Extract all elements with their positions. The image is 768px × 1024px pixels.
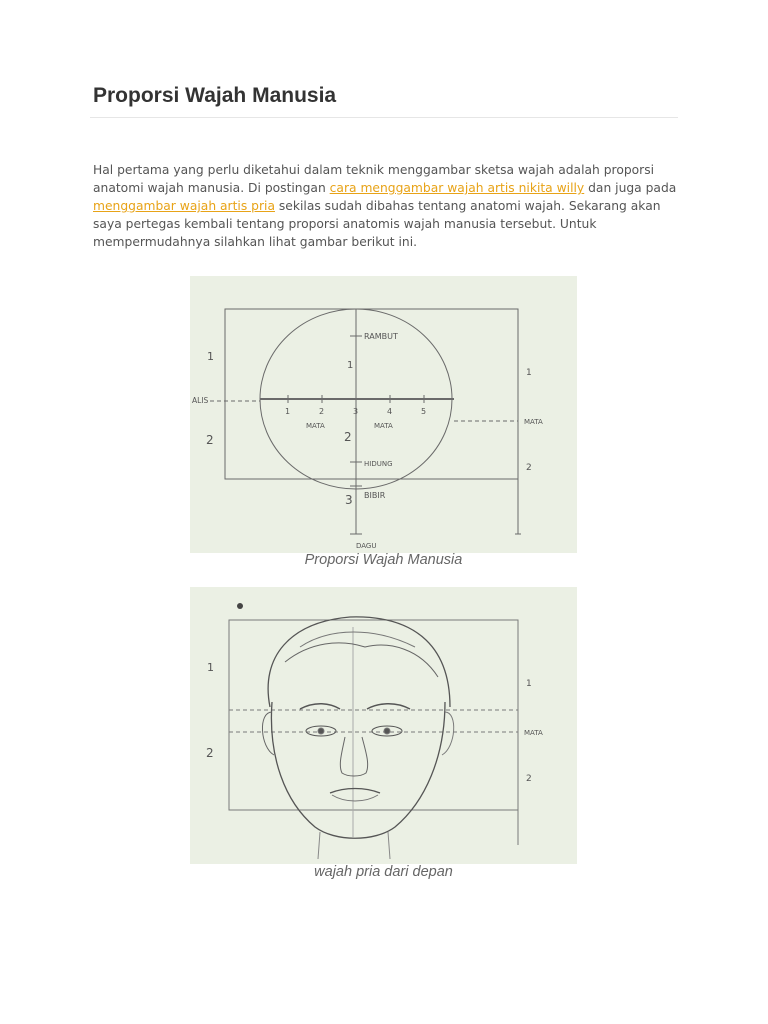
label-center-1: 1 — [347, 360, 354, 371]
pencil-dot — [237, 603, 243, 609]
label-right-1: 1 — [526, 368, 532, 378]
label-right-2: 2 — [526, 774, 532, 784]
label-dagu: DAGU — [356, 542, 377, 550]
label-bibir: BIBIR — [364, 491, 386, 500]
label-eye-4: 4 — [387, 407, 393, 416]
title-divider — [90, 117, 678, 118]
label-center-2: 2 — [344, 430, 352, 444]
face-proportion-diagram — [190, 276, 577, 553]
male-face-sketch — [190, 587, 577, 864]
link-artis-pria[interactable]: menggambar wajah artis pria — [93, 199, 275, 213]
label-right-1: 1 — [526, 679, 532, 689]
label-left-1: 1 — [207, 661, 214, 674]
label-eye-1: 1 — [285, 407, 291, 416]
label-mata-2: MATA — [374, 422, 393, 430]
label-eye-5: 5 — [421, 407, 427, 416]
label-mata: MATA — [524, 729, 543, 737]
link-nikita-willy[interactable]: cara menggambar wajah artis nikita willy — [329, 181, 585, 195]
label-mata-1: MATA — [306, 422, 325, 430]
face-sketch — [190, 587, 577, 864]
proportion-sketch — [190, 276, 577, 553]
intro-paragraph — [93, 161, 683, 251]
label-eye-2: 2 — [319, 407, 325, 416]
guide-rectangle — [229, 620, 518, 810]
paragraph-text-2: dan juga pada — [584, 181, 677, 195]
label-hidung: HIDUNG — [364, 460, 393, 468]
caption-proportion: Proporsi Wajah Manusia — [304, 552, 463, 568]
label-rambut: RAMBUT — [364, 332, 398, 341]
label-alis: ALIS — [192, 396, 209, 405]
label-eye-3: 3 — [353, 407, 359, 416]
caption-male-face: wajah pria dari depan — [314, 864, 453, 880]
label-center-3: 3 — [345, 493, 353, 507]
label-right-2: 2 — [526, 463, 532, 473]
paragraph-text-1: Hal pertama yang perlu diketahui dalam teknik menggambar sketsa wajah adalah proporsi anatomi wajah manusia. Di postingan — [93, 163, 655, 195]
page-title: Proporsi Wajah Manusia — [93, 84, 337, 107]
label-left-1: 1 — [207, 350, 214, 363]
label-left-2: 2 — [206, 433, 214, 447]
label-mata-right: MATA — [524, 418, 543, 426]
label-left-2: 2 — [206, 746, 214, 760]
paragraph-text-3: sekilas sudah dibahas tentang anatomi wajah. Sekarang akan saya pertegas kembali tentang proporsi anatomis wajah manusia tersebut. Untuk mempermudahnya silahkan lihat gambar berikut ini. — [93, 199, 661, 249]
